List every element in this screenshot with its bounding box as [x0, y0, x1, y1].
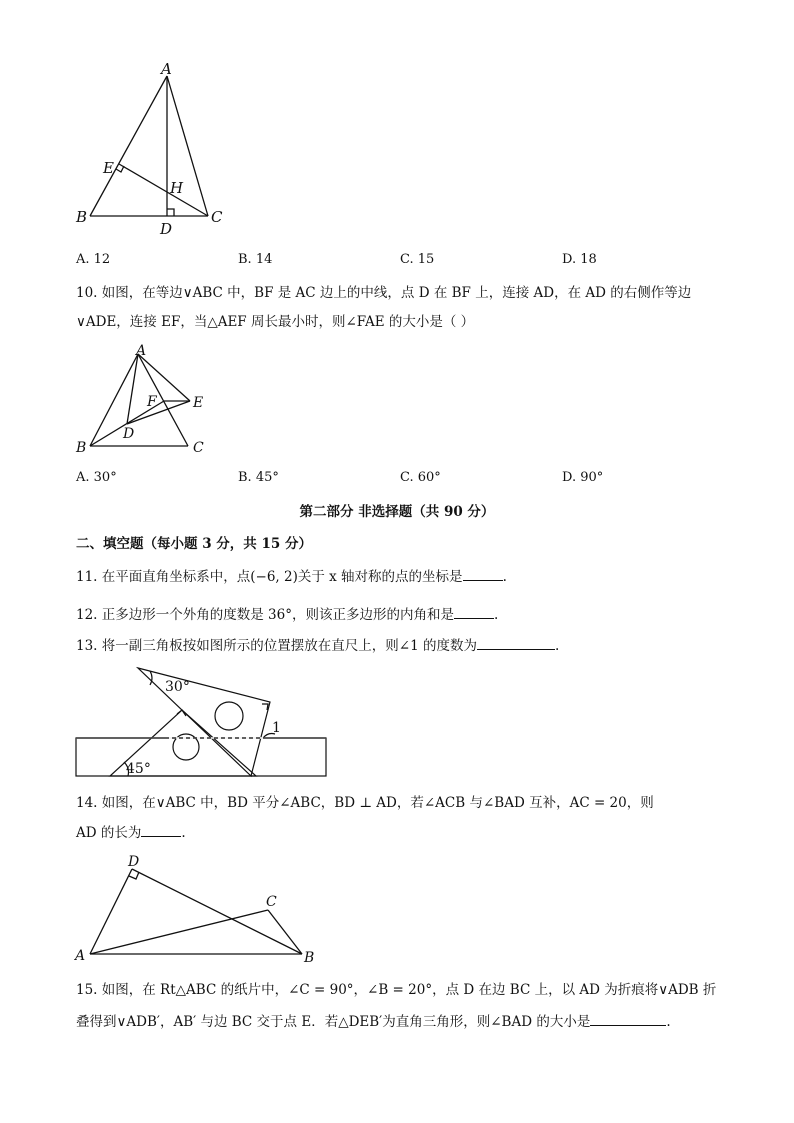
q10-option-b: B. 45°: [238, 470, 279, 485]
q11-period: .: [502, 569, 507, 585]
q15-answer-blank[interactable]: [590, 1011, 666, 1026]
right-angle-30: [262, 704, 268, 710]
q10-option-c: C. 60°: [400, 470, 441, 485]
q14-answer-blank[interactable]: [141, 822, 181, 837]
q13-period: .: [554, 638, 560, 654]
q10-line2: ∨ADE，连接 EF，当△AEF 周长最小时，则∠FAE 的大小是（ ）: [76, 314, 475, 330]
hole-30: [215, 702, 243, 730]
label-1: 1: [272, 720, 281, 736]
q10-option-a: A. 30°: [76, 470, 117, 485]
side-ac: [138, 354, 188, 446]
q9-option-a: A. 12: [76, 252, 111, 267]
q14-period: .: [181, 825, 186, 841]
q12-answer-blank[interactable]: [454, 604, 494, 619]
q14-line1: 14. 如图，在∨ABC 中，BD 平分∠ABC，BD ⊥ AD，若∠ACB 与∠BAD 互补，AC = 20，则: [76, 795, 654, 811]
label-h: H: [170, 179, 184, 197]
segment-cb: [268, 910, 302, 954]
q13-text: 13. 将一副三角板按如图所示的位置摆放在直尺上，则∠1 的度数为: [76, 638, 477, 654]
arc-30: [150, 671, 152, 685]
q9-option-b: B. 14: [238, 252, 273, 267]
label-b: B: [304, 950, 315, 966]
q15-text2: 叠得到∨ADB′，AB′ 与边 BC 交于点 E．若△DEB′为直角三角形，则∠BAD 的大小是: [76, 1014, 591, 1030]
segment-ac: [90, 910, 268, 954]
label-f: F: [147, 394, 157, 410]
q12-period: .: [493, 607, 499, 623]
label-c: C: [211, 208, 223, 226]
q9-option-c: C. 15: [400, 252, 435, 267]
q9-option-d: D. 18: [562, 252, 597, 267]
segment-db: [132, 869, 302, 954]
label-e: E: [193, 395, 204, 411]
label-a: A: [136, 343, 147, 359]
q10-option-d: D. 90°: [562, 470, 604, 485]
q13-line: [76, 635, 734, 656]
label-d: D: [128, 854, 140, 870]
side-ab: [90, 76, 167, 216]
triangle-30: [138, 668, 270, 776]
label-d: D: [123, 426, 135, 442]
label-d: D: [160, 220, 173, 238]
q14-text2: AD 的长为: [76, 825, 142, 841]
right-angle-d: [167, 209, 174, 216]
q11-text: 11. 在平面直角坐标系中，点(−6, 2)关于 x 轴对称的点的坐标是: [76, 569, 463, 585]
section2-title: 二、填空题（每小题 3 分，共 15 分）: [76, 536, 312, 552]
q12-text: 12. 正多边形一个外角的度数是 36°，则该正多边形的内角和是: [76, 607, 454, 623]
figure-q14: [70, 850, 330, 970]
figure-q13: [70, 660, 335, 782]
label-c: C: [193, 440, 204, 456]
q13-answer-blank[interactable]: [477, 635, 555, 650]
q14-line2: [76, 822, 734, 843]
label-a: A: [75, 948, 86, 964]
ruler: [76, 738, 326, 776]
q15-line1: 15. 如图，在 Rt△ABC 的纸片中，∠C = 90°，∠B = 20°，点 D 在边 BC 上，以 AD 为折痕将∨ADB 折: [76, 982, 717, 998]
label-b: B: [76, 440, 87, 456]
label-b: B: [76, 208, 88, 226]
q15-line2: [76, 1011, 734, 1032]
label-a: A: [161, 60, 172, 78]
label-e: E: [103, 159, 114, 177]
label-c: C: [266, 894, 277, 910]
q11-answer-blank[interactable]: [463, 566, 503, 581]
q10-line1: 10. 如图，在等边∨ABC 中，BF 是 AC 边上的中线，点 D 在 BF 上，连接 AD，在 AD 的右侧作等边: [76, 285, 692, 301]
figure-q10: [70, 340, 220, 460]
label-30: 30°: [165, 679, 190, 695]
part2-title: 第二部分 非选择题（共 90 分）: [299, 504, 495, 520]
segment-ad: [90, 869, 132, 954]
segment-ae: [138, 354, 190, 401]
label-45: 45°: [126, 761, 151, 777]
right-angle-45: [177, 710, 186, 716]
q15-period: .: [666, 1014, 671, 1030]
q12-line: [76, 604, 734, 625]
q11-line: [76, 566, 734, 587]
figure-q9: [70, 58, 240, 238]
